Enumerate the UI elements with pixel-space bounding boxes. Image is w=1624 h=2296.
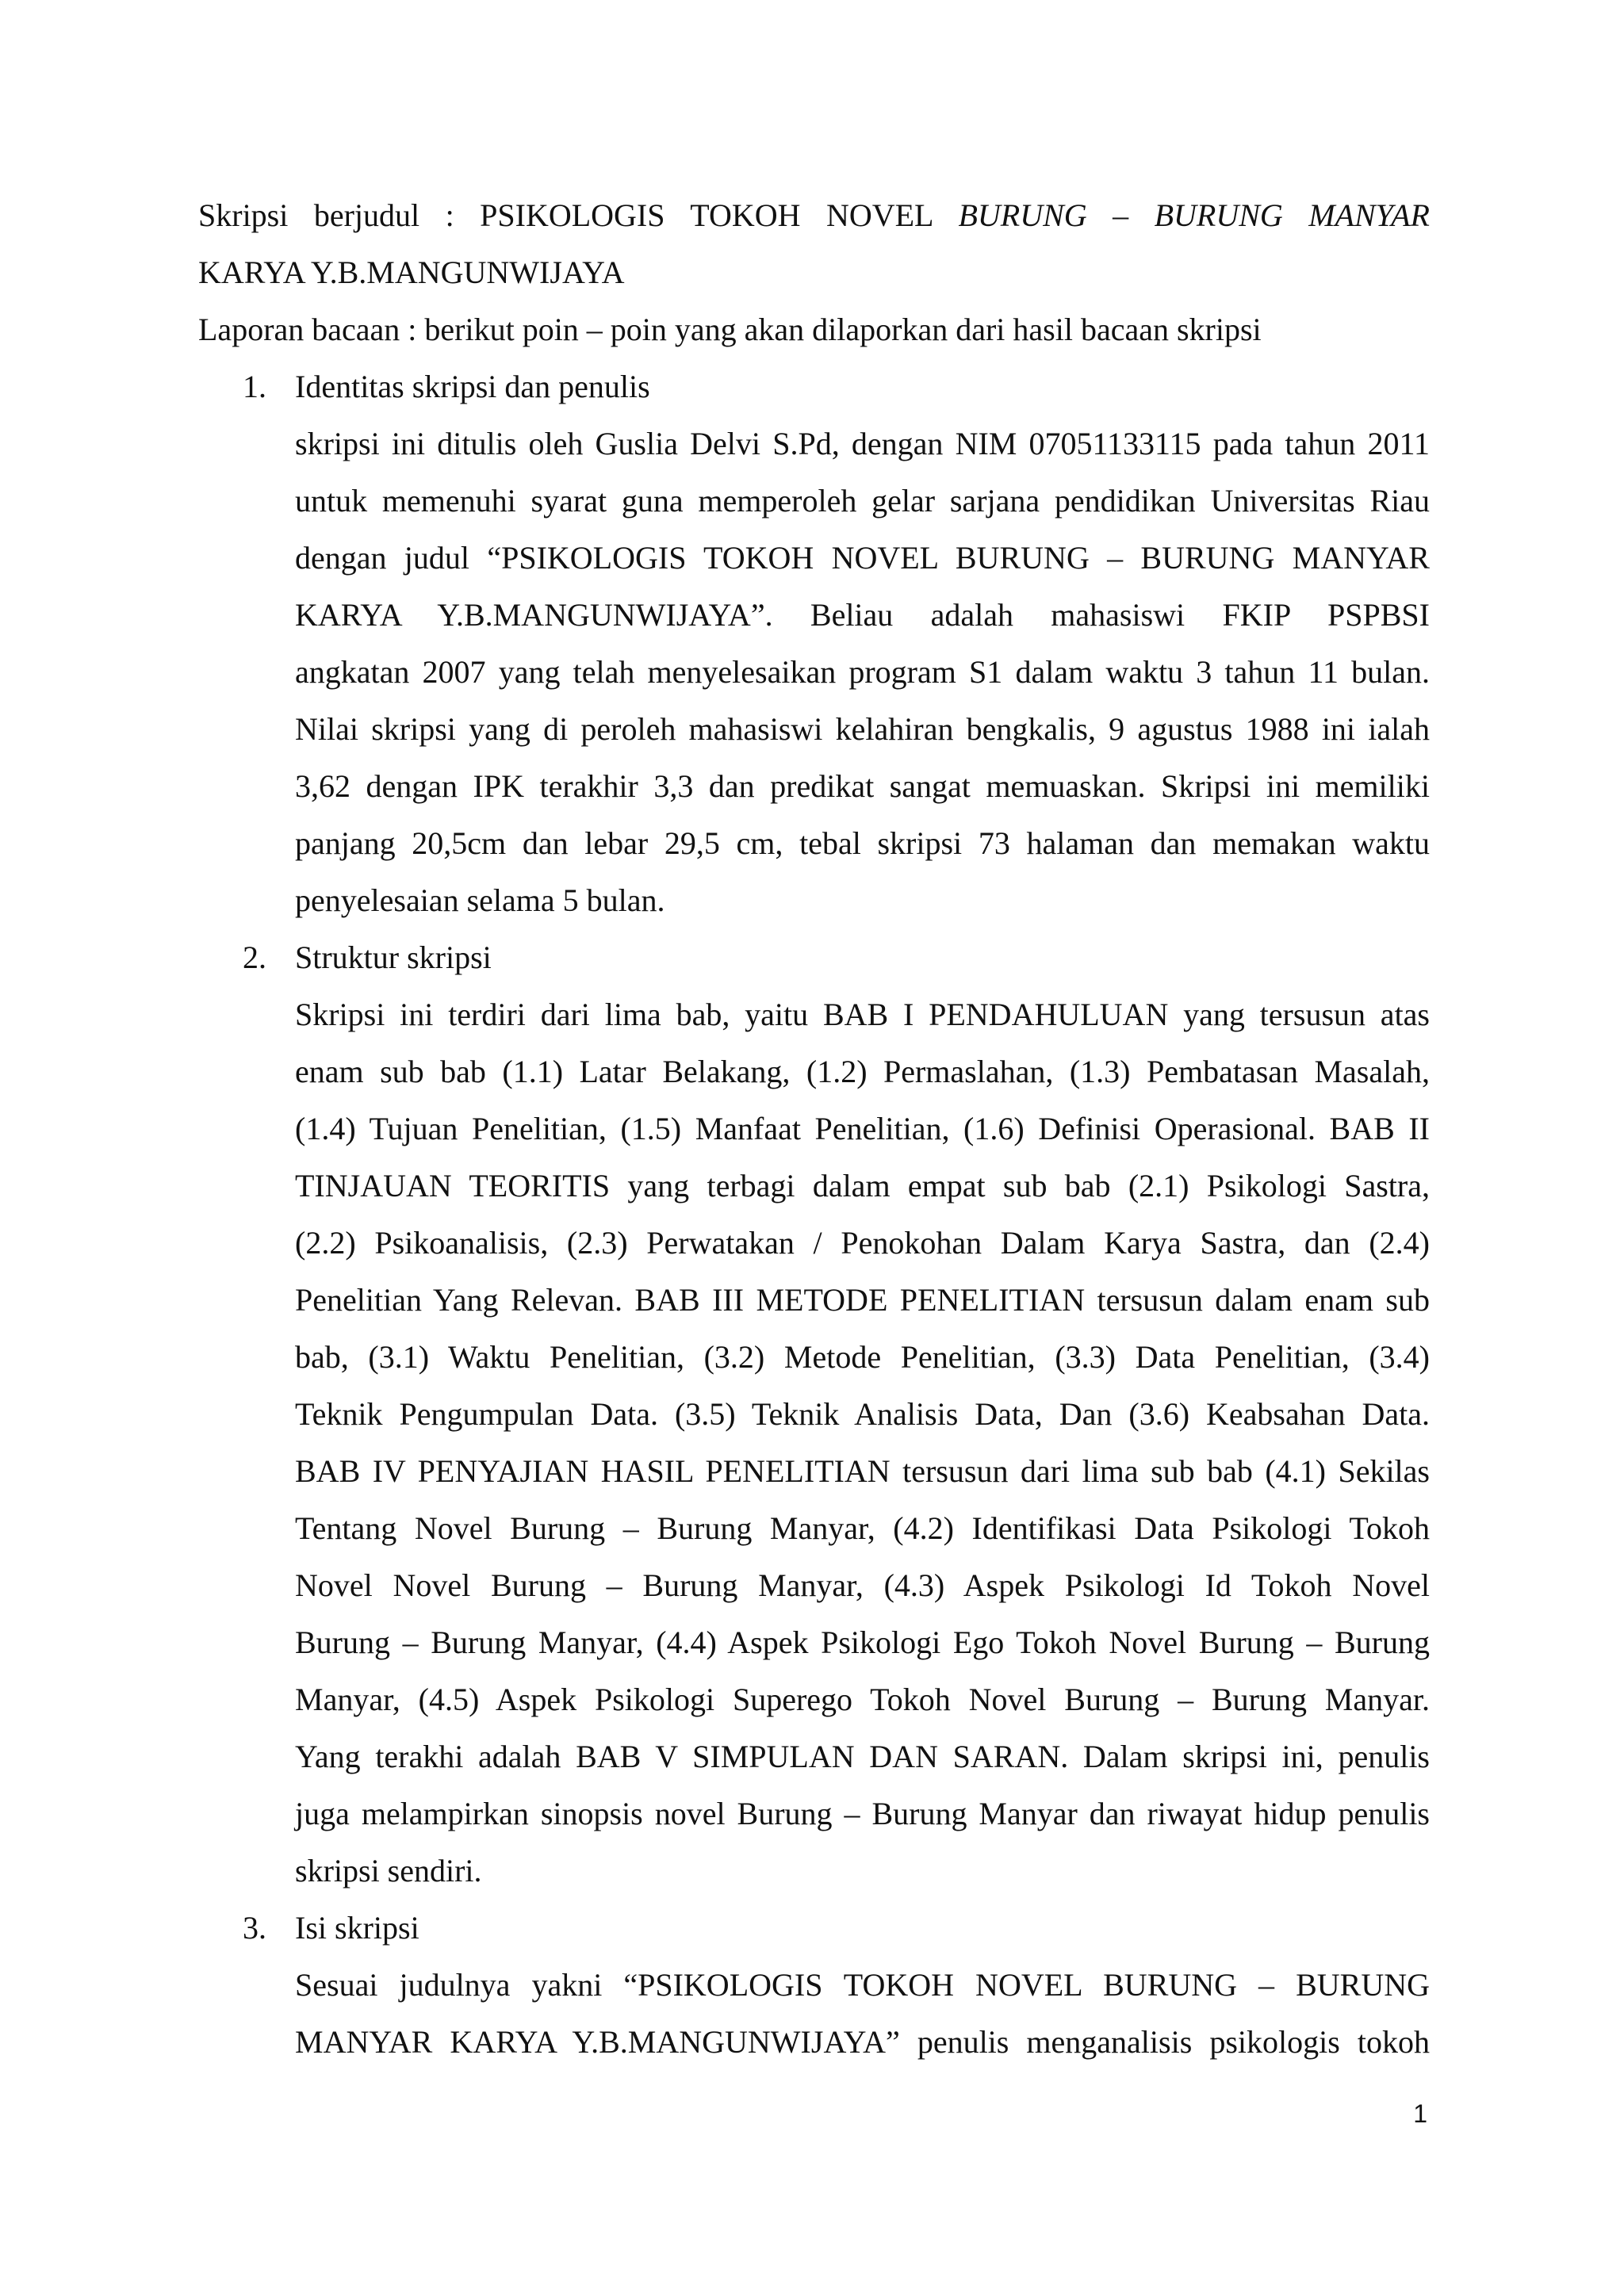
paragraph-line: Nilai skripsi yang di peroleh mahasiswi kelahiran bengkalis, 9 agustus 1988 ini ialah xyxy=(295,711,1430,747)
paragraph-line: Sesuai judulnya yakni “PSIKOLOGIS TOKOH NOVEL BURUNG – BURUNG xyxy=(295,1967,1430,2003)
paragraph-line: Yang terakhi adalah BAB V SIMPULAN DAN SARAN. Dalam skripsi ini, penulis xyxy=(295,1739,1430,1774)
paragraph-line: dengan judul “PSIKOLOGIS TOKOH NOVEL BURUNG – BURUNG MANYAR xyxy=(295,540,1430,576)
paragraph-line: KARYA Y.B.MANGUNWIJAYA”. Beliau adalah mahasiswi FKIP PSPBSI xyxy=(295,597,1430,633)
paragraph-line: TINJAUAN TEORITIS yang terbagi dalam empat sub bab (2.1) Psikologi Sastra, xyxy=(295,1168,1430,1203)
paragraph-line: enam sub bab (1.1) Latar Belakang, (1.2) Permaslahan, (1.3) Pembatasan Masalah, xyxy=(295,1054,1430,1089)
section-number: 1. xyxy=(243,369,266,404)
page-number: 1 xyxy=(1413,2099,1427,2128)
paragraph-line: skripsi sendiri. xyxy=(295,1853,482,1888)
paragraph-line: Penelitian Yang Relevan. BAB III METODE PENELITIAN tersusun dalam enam sub xyxy=(295,1282,1430,1318)
paragraph-line: Manyar, (4.5) Aspek Psikologi Superego Tokoh Novel Burung – Burung Manyar. xyxy=(295,1682,1430,1717)
section-heading: Isi skripsi xyxy=(295,1910,419,1946)
paragraph-line: (1.4) Tujuan Penelitian, (1.5) Manfaat Penelitian, (1.6) Definisi Operasional. BAB II xyxy=(295,1111,1430,1146)
title-line-2: KARYA Y.B.MANGUNWIJAYA xyxy=(198,254,625,290)
section-heading: Identitas skripsi dan penulis xyxy=(295,369,650,404)
paragraph-line: juga melampirkan sinopsis novel Burung – Burung Manyar dan riwayat hidup penulis xyxy=(295,1796,1430,1831)
paragraph-line: Burung – Burung Manyar, (4.4) Aspek Psikologi Ego Tokoh Novel Burung – Burung xyxy=(295,1624,1430,1660)
paragraph-line: 3,62 dengan IPK terakhir 3,3 dan predikat sangat memuaskan. Skripsi ini memiliki xyxy=(295,768,1430,804)
section-heading: Struktur skripsi xyxy=(295,939,492,975)
paragraph-line: angkatan 2007 yang telah menyelesaikan program S1 dalam waktu 3 tahun 11 bulan. xyxy=(295,654,1430,690)
paragraph-line: Novel Novel Burung – Burung Manyar, (4.3) Aspek Psikologi Id Tokoh Novel xyxy=(295,1567,1430,1603)
paragraph-line: Skripsi ini terdiri dari lima bab, yaitu BAB I PENDAHULUAN yang tersusun atas xyxy=(295,997,1430,1032)
paragraph-line: Tentang Novel Burung – Burung Manyar, (4.2) Identifikasi Data Psikologi Tokoh xyxy=(295,1510,1430,1546)
paragraph-line: panjang 20,5cm dan lebar 29,5 cm, tebal skripsi 73 halaman dan memakan waktu xyxy=(295,825,1430,861)
paragraph-line: MANYAR KARYA Y.B.MANGUNWIJAYA” penulis menganalisis psikologis tokoh xyxy=(295,2024,1430,2060)
report-intro-line: Laporan bacaan : berikut poin – poin yang akan dilaporkan dari hasil bacaan skripsi xyxy=(198,312,1262,347)
paragraph-line: (2.2) Psikoanalisis, (2.3) Perwatakan / Penokohan Dalam Karya Sastra, dan (2.4) xyxy=(295,1225,1430,1261)
paragraph-line: bab, (3.1) Waktu Penelitian, (3.2) Metode Penelitian, (3.3) Data Penelitian, (3.4) xyxy=(295,1339,1430,1375)
paragraph-line: BAB IV PENYAJIAN HASIL PENELITIAN tersusun dari lima sub bab (4.1) Sekilas xyxy=(295,1453,1430,1489)
paragraph-line: skripsi ini ditulis oleh Guslia Delvi S.Pd, dengan NIM 07051133115 pada tahun 2011 xyxy=(295,426,1430,461)
section-number: 2. xyxy=(243,939,266,975)
paragraph-line: penyelesaian selama 5 bulan. xyxy=(295,882,665,918)
section-number: 3. xyxy=(243,1910,266,1946)
paragraph-line: untuk memenuhi syarat guna memperoleh gelar sarjana pendidikan Universitas Riau xyxy=(295,483,1430,519)
paragraph-line: Teknik Pengumpulan Data. (3.5) Teknik Analisis Data, Dan (3.6) Keabsahan Data. xyxy=(295,1396,1430,1432)
title-line-1: Skripsi berjudul : PSIKOLOGIS TOKOH NOVEL BURUNG – BURUNG MANYAR xyxy=(198,197,1430,233)
